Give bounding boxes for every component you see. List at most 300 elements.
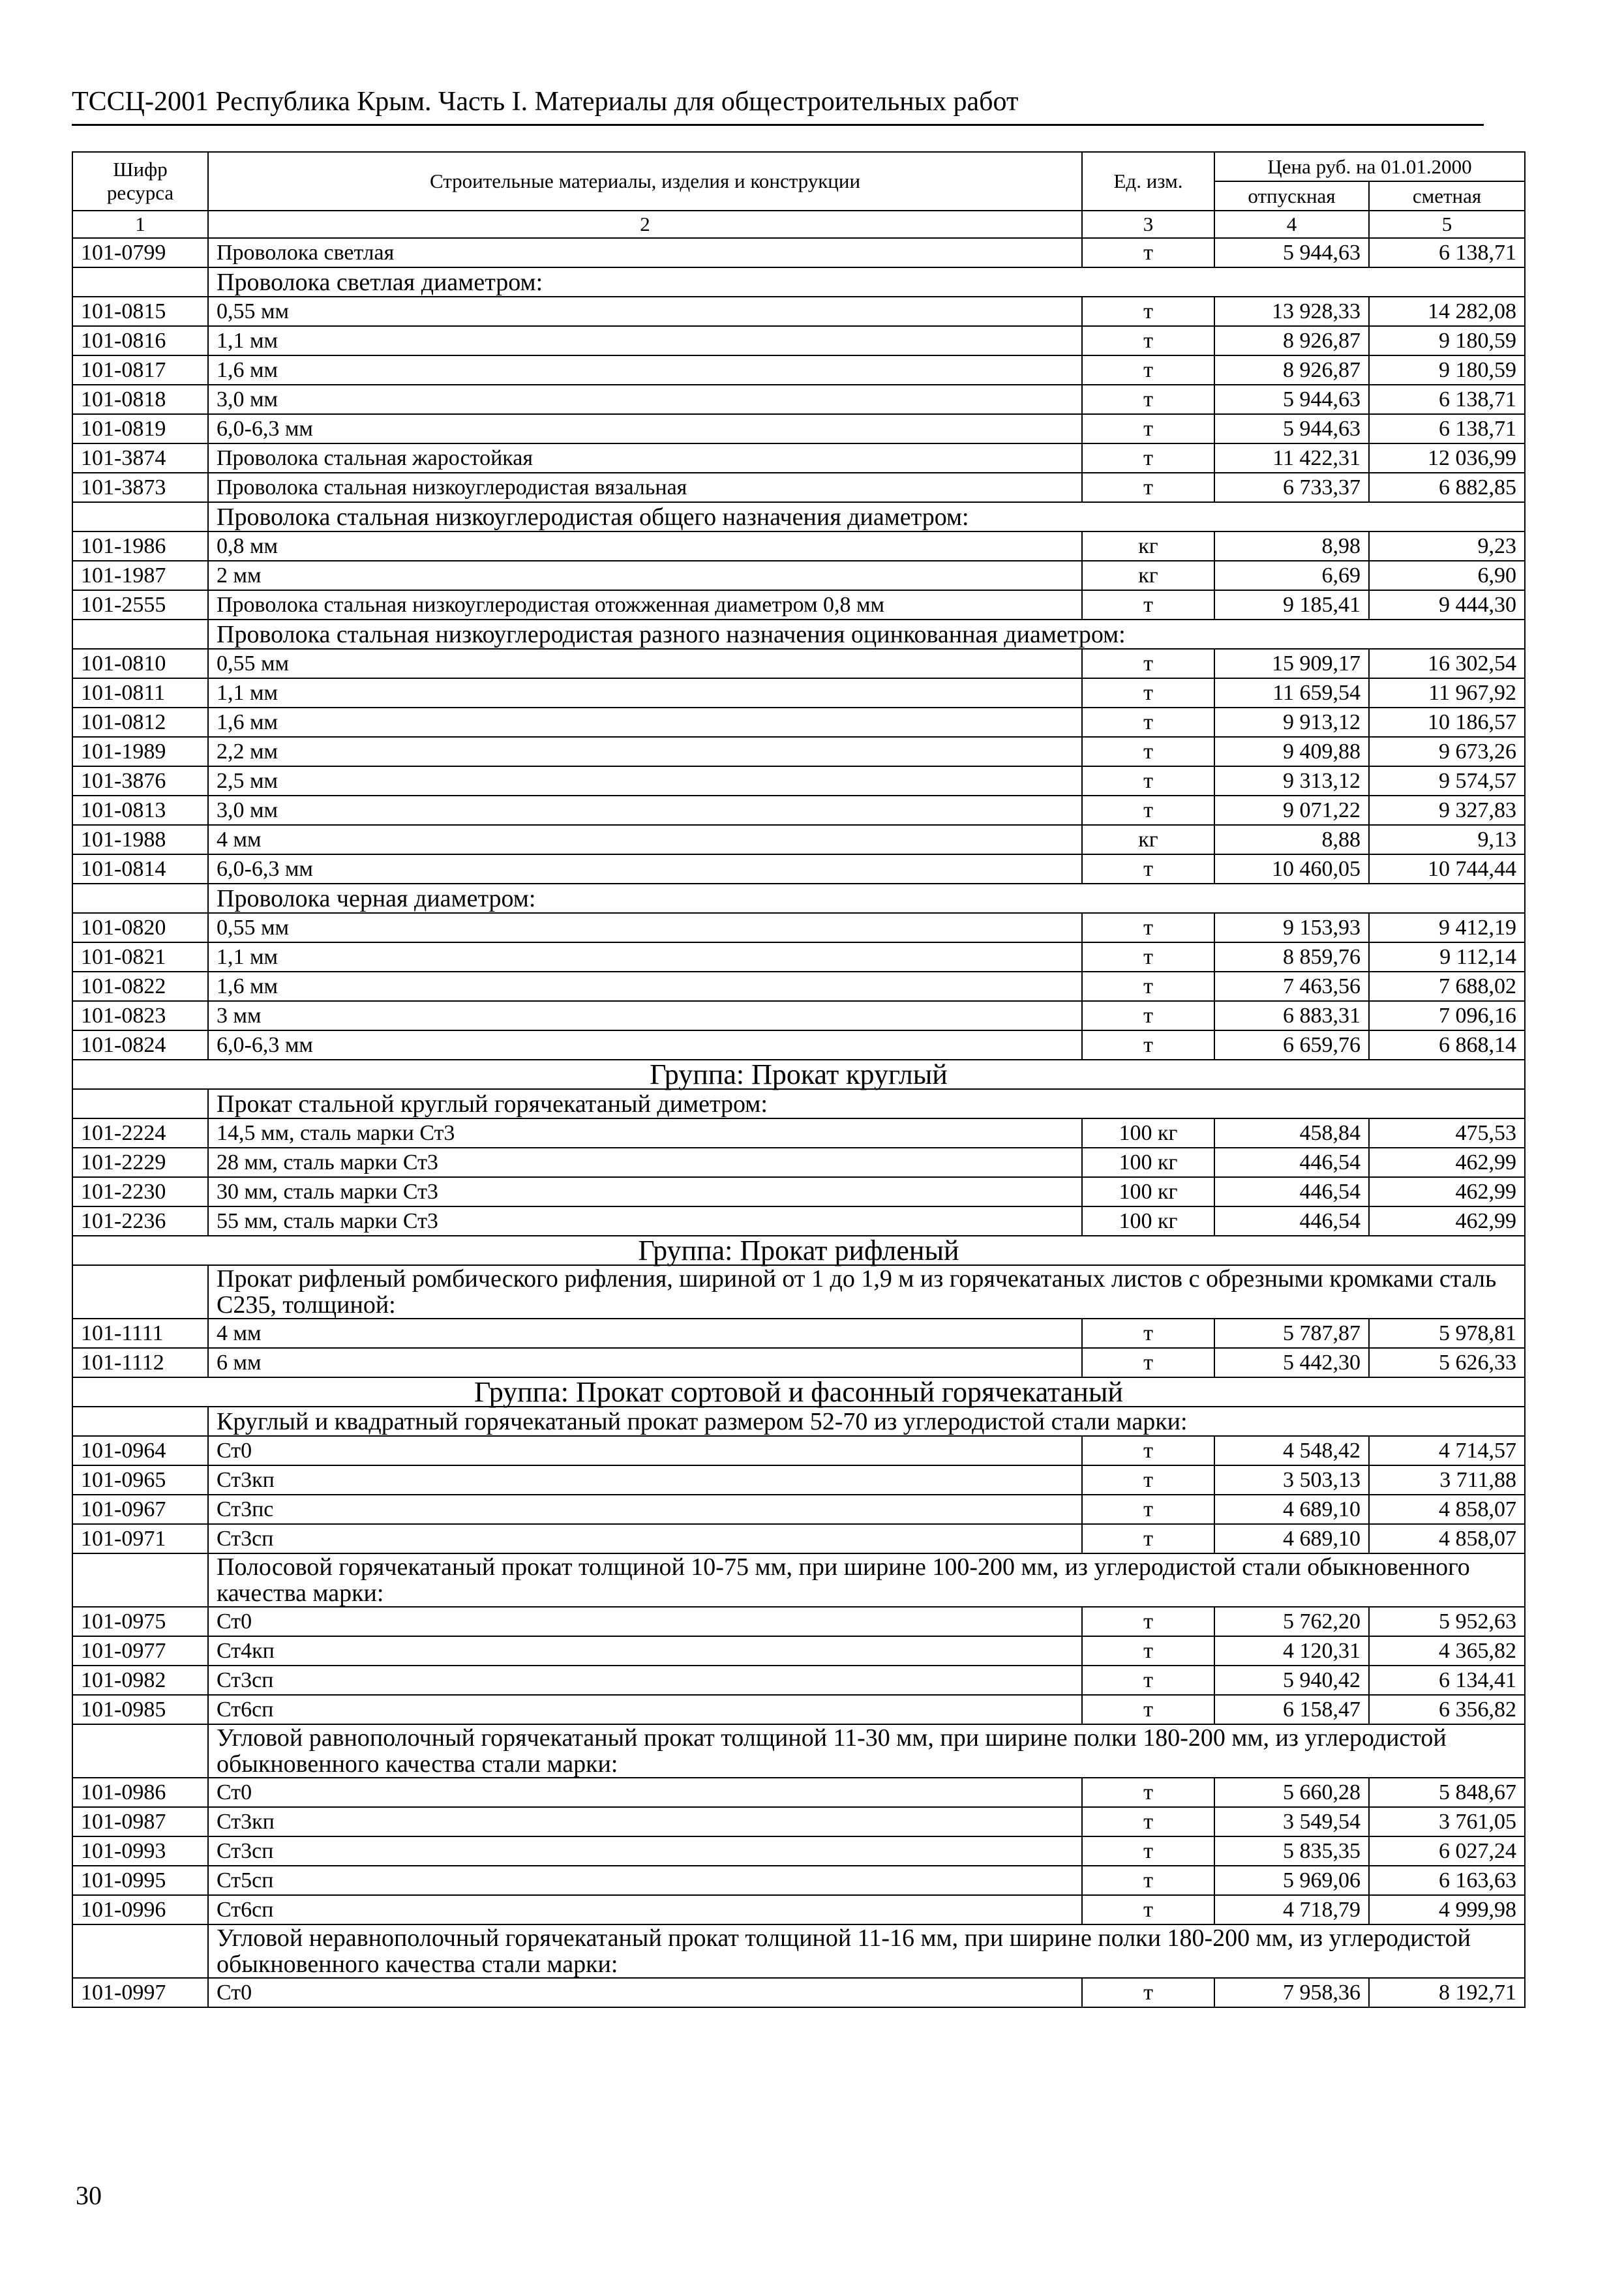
estimate-price: 5 848,67 xyxy=(1369,1778,1525,1807)
table-row xyxy=(72,942,1525,972)
unit: т xyxy=(1082,1895,1214,1924)
resource-code: 101-0822 xyxy=(72,972,208,1001)
section-row xyxy=(72,884,1525,913)
material-name: 4 мм xyxy=(208,1319,1082,1348)
estimate-price: 9 180,59 xyxy=(1369,326,1525,355)
section-code-cell xyxy=(72,1089,208,1118)
estimate-price: 8 192,71 xyxy=(1369,1978,1525,2007)
estimate-price: 6 027,24 xyxy=(1369,1836,1525,1866)
table-row xyxy=(72,1607,1525,1636)
table-row xyxy=(72,443,1525,473)
estimate-price: 7 688,02 xyxy=(1369,972,1525,1001)
release-price: 8 926,87 xyxy=(1214,355,1369,385)
material-name: 2,5 мм xyxy=(208,766,1082,796)
estimate-price: 5 952,63 xyxy=(1369,1607,1525,1636)
resource-code: 101-0965 xyxy=(72,1465,208,1495)
resource-code: 101-0799 xyxy=(72,238,208,267)
table-row xyxy=(72,1695,1525,1724)
unit: т xyxy=(1082,854,1214,884)
table-row xyxy=(72,1636,1525,1666)
section-code-cell xyxy=(72,267,208,297)
table-row xyxy=(72,1148,1525,1177)
unit: кг xyxy=(1082,561,1214,590)
material-name: 1,1 мм xyxy=(208,678,1082,708)
unit: т xyxy=(1082,1866,1214,1895)
col-number-2: 2 xyxy=(208,211,1082,238)
table-row xyxy=(72,1866,1525,1895)
section-code-cell xyxy=(72,1265,208,1319)
estimate-price: 6 868,14 xyxy=(1369,1030,1525,1060)
material-name: Ст0 xyxy=(208,1436,1082,1465)
resource-code: 101-0993 xyxy=(72,1836,208,1866)
unit: т xyxy=(1082,1695,1214,1724)
table-row xyxy=(72,1206,1525,1236)
release-price: 6 659,76 xyxy=(1214,1030,1369,1060)
table-row xyxy=(72,1177,1525,1206)
material-name: 1,1 мм xyxy=(208,942,1082,972)
material-name: 0,55 мм xyxy=(208,649,1082,678)
estimate-price: 3 711,88 xyxy=(1369,1465,1525,1495)
unit: т xyxy=(1082,1495,1214,1524)
estimate-price: 10 744,44 xyxy=(1369,854,1525,884)
table-row xyxy=(72,678,1525,708)
material-name: Ст5сп xyxy=(208,1866,1082,1895)
material-name: Проволока стальная жаростойкая xyxy=(208,443,1082,473)
estimate-price: 475,53 xyxy=(1369,1118,1525,1148)
material-name: 1,6 мм xyxy=(208,355,1082,385)
estimate-price: 10 186,57 xyxy=(1369,708,1525,737)
table-row xyxy=(72,355,1525,385)
section-row xyxy=(72,1553,1525,1607)
unit: т xyxy=(1082,443,1214,473)
table-row xyxy=(72,649,1525,678)
release-price: 458,84 xyxy=(1214,1118,1369,1148)
section-row xyxy=(72,1724,1525,1778)
unit: 100 кг xyxy=(1082,1148,1214,1177)
release-price: 5 944,63 xyxy=(1214,238,1369,267)
release-price: 11 422,31 xyxy=(1214,443,1369,473)
estimate-price: 3 761,05 xyxy=(1369,1807,1525,1836)
material-name: Ст3сп xyxy=(208,1524,1082,1553)
col-header-unit: Ед. изм. xyxy=(1082,152,1214,211)
release-price: 8 859,76 xyxy=(1214,942,1369,972)
table-row xyxy=(72,326,1525,355)
release-price: 9 185,41 xyxy=(1214,590,1369,620)
section-code-cell xyxy=(72,502,208,531)
release-price: 8,88 xyxy=(1214,825,1369,854)
resource-code: 101-0818 xyxy=(72,385,208,414)
release-price: 6 733,37 xyxy=(1214,473,1369,502)
release-price: 7 958,36 xyxy=(1214,1978,1369,2007)
release-price: 4 718,79 xyxy=(1214,1895,1369,1924)
material-name: 4 мм xyxy=(208,825,1082,854)
material-name: 2 мм xyxy=(208,561,1082,590)
resource-code: 101-1111 xyxy=(72,1319,208,1348)
resource-code: 101-3876 xyxy=(72,766,208,796)
resource-code: 101-0986 xyxy=(72,1778,208,1807)
resource-code: 101-1989 xyxy=(72,737,208,766)
material-name: 6,0-6,3 мм xyxy=(208,854,1082,884)
release-price: 4 548,42 xyxy=(1214,1436,1369,1465)
table-row xyxy=(72,531,1525,561)
material-name: Ст3сп xyxy=(208,1836,1082,1866)
release-price: 5 762,20 xyxy=(1214,1607,1369,1636)
estimate-price: 4 999,98 xyxy=(1369,1895,1525,1924)
material-name: Ст6сп xyxy=(208,1695,1082,1724)
release-price: 15 909,17 xyxy=(1214,649,1369,678)
col-number-4: 4 xyxy=(1214,211,1369,238)
unit: т xyxy=(1082,1836,1214,1866)
estimate-price: 6 138,71 xyxy=(1369,385,1525,414)
resource-code: 101-0821 xyxy=(72,942,208,972)
release-price: 9 913,12 xyxy=(1214,708,1369,737)
resource-code: 101-0817 xyxy=(72,355,208,385)
table-row xyxy=(72,1001,1525,1030)
material-name: 2,2 мм xyxy=(208,737,1082,766)
unit: 100 кг xyxy=(1082,1118,1214,1148)
resource-code: 101-0997 xyxy=(72,1978,208,2007)
estimate-price: 9 327,83 xyxy=(1369,796,1525,825)
unit: т xyxy=(1082,1607,1214,1636)
material-name: 0,8 мм xyxy=(208,531,1082,561)
table-row xyxy=(72,1807,1525,1836)
table-row xyxy=(72,297,1525,326)
material-name: Ст0 xyxy=(208,1607,1082,1636)
table-row xyxy=(72,1836,1525,1866)
estimate-price: 7 096,16 xyxy=(1369,1001,1525,1030)
resource-code: 101-0985 xyxy=(72,1695,208,1724)
resource-code: 101-2555 xyxy=(72,590,208,620)
price-table xyxy=(72,151,1526,2008)
section-row xyxy=(72,620,1525,649)
estimate-price: 11 967,92 xyxy=(1369,678,1525,708)
unit: т xyxy=(1082,1524,1214,1553)
table-row xyxy=(72,1495,1525,1524)
resource-code: 101-1987 xyxy=(72,561,208,590)
release-price: 5 944,63 xyxy=(1214,385,1369,414)
release-price: 5 940,42 xyxy=(1214,1666,1369,1695)
section-row xyxy=(72,502,1525,531)
resource-code: 101-0816 xyxy=(72,326,208,355)
release-price: 8,98 xyxy=(1214,531,1369,561)
page-number: 30 xyxy=(76,2181,102,2210)
release-price: 6 158,47 xyxy=(1214,1695,1369,1724)
resource-code: 101-0815 xyxy=(72,297,208,326)
unit: т xyxy=(1082,1778,1214,1807)
table-row xyxy=(72,708,1525,737)
unit: кг xyxy=(1082,825,1214,854)
estimate-price: 9,13 xyxy=(1369,825,1525,854)
unit: т xyxy=(1082,1465,1214,1495)
col-header-name: Строительные материалы, изделия и конструкции xyxy=(208,152,1082,211)
material-name: Ст3кп xyxy=(208,1465,1082,1495)
resource-code: 101-0964 xyxy=(72,1436,208,1465)
table-header xyxy=(72,152,1525,238)
section-title: Проволока светлая диаметром: xyxy=(208,267,1525,297)
estimate-price: 4 714,57 xyxy=(1369,1436,1525,1465)
resource-code: 101-0819 xyxy=(72,414,208,443)
estimate-price: 9 673,26 xyxy=(1369,737,1525,766)
estimate-price: 6,90 xyxy=(1369,561,1525,590)
resource-code: 101-0977 xyxy=(72,1636,208,1666)
unit: т xyxy=(1082,238,1214,267)
release-price: 446,54 xyxy=(1214,1177,1369,1206)
material-name: Ст3сп xyxy=(208,1666,1082,1695)
estimate-price: 5 626,33 xyxy=(1369,1348,1525,1377)
unit: т xyxy=(1082,678,1214,708)
table-row xyxy=(72,414,1525,443)
group-title: Группа: Прокат сортовой и фасонный горячекатаный xyxy=(72,1377,1525,1407)
estimate-price: 9 180,59 xyxy=(1369,355,1525,385)
estimate-price: 6 134,41 xyxy=(1369,1666,1525,1695)
table-row xyxy=(72,561,1525,590)
resource-code: 101-0814 xyxy=(72,854,208,884)
estimate-price: 6 138,71 xyxy=(1369,238,1525,267)
unit: т xyxy=(1082,913,1214,942)
resource-code: 101-3874 xyxy=(72,443,208,473)
release-price: 6 883,31 xyxy=(1214,1001,1369,1030)
resource-code: 101-0820 xyxy=(72,913,208,942)
col-header-price: Цена руб. на 01.01.2000 xyxy=(1214,152,1525,181)
table-row xyxy=(72,1436,1525,1465)
material-name: Ст6сп xyxy=(208,1895,1082,1924)
estimate-price: 4 858,07 xyxy=(1369,1524,1525,1553)
unit: 100 кг xyxy=(1082,1206,1214,1236)
release-price: 9 409,88 xyxy=(1214,737,1369,766)
group-row xyxy=(72,1060,1525,1089)
estimate-price: 6 356,82 xyxy=(1369,1695,1525,1724)
material-name: 1,6 мм xyxy=(208,972,1082,1001)
estimate-price: 9,23 xyxy=(1369,531,1525,561)
unit: т xyxy=(1082,796,1214,825)
unit: т xyxy=(1082,1348,1214,1377)
section-title: Угловой равнополочный горячекатаный прокат толщиной 11-30 мм, при ширине полки 180-200 мм, из углеродистой обыкновенного качества стали марки: xyxy=(208,1724,1525,1778)
table-row xyxy=(72,913,1525,942)
table-row xyxy=(72,590,1525,620)
material-name: Ст4кп xyxy=(208,1636,1082,1666)
release-price: 446,54 xyxy=(1214,1148,1369,1177)
release-price: 8 926,87 xyxy=(1214,326,1369,355)
release-price: 5 660,28 xyxy=(1214,1778,1369,1807)
estimate-price: 12 036,99 xyxy=(1369,443,1525,473)
resource-code: 101-0810 xyxy=(72,649,208,678)
material-name: Проволока светлая xyxy=(208,238,1082,267)
material-name: 1,1 мм xyxy=(208,326,1082,355)
release-price: 5 969,06 xyxy=(1214,1866,1369,1895)
resource-code: 101-1112 xyxy=(72,1348,208,1377)
unit: т xyxy=(1082,414,1214,443)
release-price: 4 120,31 xyxy=(1214,1636,1369,1666)
resource-code: 101-0987 xyxy=(72,1807,208,1836)
unit: т xyxy=(1082,942,1214,972)
section-title: Проволока стальная низкоуглеродистая общего назначения диаметром: xyxy=(208,502,1525,531)
table-row xyxy=(72,825,1525,854)
material-name: 14,5 мм, сталь марки Ст3 xyxy=(208,1118,1082,1148)
resource-code: 101-2229 xyxy=(72,1148,208,1177)
estimate-price: 462,99 xyxy=(1369,1206,1525,1236)
table-row xyxy=(72,766,1525,796)
unit: т xyxy=(1082,590,1214,620)
unit: т xyxy=(1082,649,1214,678)
section-title: Угловой неравнополочный горячекатаный прокат толщиной 11-16 мм, при ширине полки 180-200 мм, из углеродистой обыкновенного качества стали марки: xyxy=(208,1924,1525,1978)
release-price: 7 463,56 xyxy=(1214,972,1369,1001)
table-row xyxy=(72,737,1525,766)
unit: т xyxy=(1082,1807,1214,1836)
estimate-price: 5 978,81 xyxy=(1369,1319,1525,1348)
resource-code: 101-2236 xyxy=(72,1206,208,1236)
unit: т xyxy=(1082,297,1214,326)
col-number-3: 3 xyxy=(1082,211,1214,238)
release-price: 10 460,05 xyxy=(1214,854,1369,884)
table-row xyxy=(72,1978,1525,2007)
estimate-price: 6 138,71 xyxy=(1369,414,1525,443)
estimate-price: 9 444,30 xyxy=(1369,590,1525,620)
unit: т xyxy=(1082,355,1214,385)
release-price: 9 313,12 xyxy=(1214,766,1369,796)
col-header-code: Шифр ресурса xyxy=(72,152,208,211)
section-row xyxy=(72,1089,1525,1118)
material-name: 6 мм xyxy=(208,1348,1082,1377)
release-price: 9 071,22 xyxy=(1214,796,1369,825)
col-number-5: 5 xyxy=(1369,211,1525,238)
table-body xyxy=(72,238,1525,2007)
resource-code: 101-0982 xyxy=(72,1666,208,1695)
resource-code: 101-1986 xyxy=(72,531,208,561)
page-header: ТССЦ-2001 Республика Крым. Часть I. Материалы для общестроительных работ xyxy=(72,83,1484,126)
release-price: 446,54 xyxy=(1214,1206,1369,1236)
resource-code: 101-0967 xyxy=(72,1495,208,1524)
table-row xyxy=(72,854,1525,884)
table-row xyxy=(72,385,1525,414)
section-code-cell xyxy=(72,1553,208,1607)
estimate-price: 16 302,54 xyxy=(1369,649,1525,678)
material-name: 6,0-6,3 мм xyxy=(208,1030,1082,1060)
section-row xyxy=(72,1265,1525,1319)
unit: т xyxy=(1082,737,1214,766)
section-code-cell xyxy=(72,620,208,649)
resource-code: 101-0975 xyxy=(72,1607,208,1636)
material-name: Ст3пс xyxy=(208,1495,1082,1524)
unit: т xyxy=(1082,1319,1214,1348)
estimate-price: 14 282,08 xyxy=(1369,297,1525,326)
table-row xyxy=(72,238,1525,267)
estimate-price: 462,99 xyxy=(1369,1177,1525,1206)
unit: кг xyxy=(1082,531,1214,561)
material-name: 3,0 мм xyxy=(208,796,1082,825)
table-row xyxy=(72,796,1525,825)
release-price: 5 442,30 xyxy=(1214,1348,1369,1377)
resource-code: 101-0824 xyxy=(72,1030,208,1060)
table-row xyxy=(72,1465,1525,1495)
table-row xyxy=(72,1118,1525,1148)
unit: т xyxy=(1082,1001,1214,1030)
col-header-release: отпускная xyxy=(1214,181,1369,211)
material-name: Ст0 xyxy=(208,1778,1082,1807)
unit: т xyxy=(1082,972,1214,1001)
section-code-cell xyxy=(72,1724,208,1778)
resource-code: 101-2224 xyxy=(72,1118,208,1148)
section-title: Прокат стальной круглый горячекатаный диметром: xyxy=(208,1089,1525,1118)
estimate-price: 9 574,57 xyxy=(1369,766,1525,796)
section-title: Круглый и квадратный горячекатаный прокат размером 52-70 из углеродистой стали марки: xyxy=(208,1407,1525,1436)
release-price: 4 689,10 xyxy=(1214,1524,1369,1553)
estimate-price: 9 112,14 xyxy=(1369,942,1525,972)
resource-code: 101-0813 xyxy=(72,796,208,825)
section-code-cell xyxy=(72,1924,208,1978)
release-price: 5 944,63 xyxy=(1214,414,1369,443)
resource-code: 101-0812 xyxy=(72,708,208,737)
section-title: Прокат рифленый ромбического рифления, шириной от 1 до 1,9 м из горячекатаных листов с обрезными кромками сталь С235, толщиной: xyxy=(208,1265,1525,1319)
section-row xyxy=(72,1407,1525,1436)
resource-code: 101-0811 xyxy=(72,678,208,708)
material-name: 28 мм, сталь марки Ст3 xyxy=(208,1148,1082,1177)
resource-code: 101-0996 xyxy=(72,1895,208,1924)
unit: т xyxy=(1082,1030,1214,1060)
group-row xyxy=(72,1377,1525,1407)
material-name: Ст3кп xyxy=(208,1807,1082,1836)
section-title: Проволока черная диаметром: xyxy=(208,884,1525,913)
estimate-price: 6 163,63 xyxy=(1369,1866,1525,1895)
unit: т xyxy=(1082,1636,1214,1666)
col-header-estimate: сметная xyxy=(1369,181,1525,211)
unit: т xyxy=(1082,1436,1214,1465)
table-row xyxy=(72,473,1525,502)
unit: т xyxy=(1082,1666,1214,1695)
estimate-price: 4 858,07 xyxy=(1369,1495,1525,1524)
estimate-price: 9 412,19 xyxy=(1369,913,1525,942)
release-price: 4 689,10 xyxy=(1214,1495,1369,1524)
section-row xyxy=(72,1924,1525,1978)
material-name: 3 мм xyxy=(208,1001,1082,1030)
release-price: 11 659,54 xyxy=(1214,678,1369,708)
col-number-1: 1 xyxy=(72,211,208,238)
release-price: 3 549,54 xyxy=(1214,1807,1369,1836)
unit: 100 кг xyxy=(1082,1177,1214,1206)
table-row xyxy=(72,1778,1525,1807)
material-name: 1,6 мм xyxy=(208,708,1082,737)
release-price: 13 928,33 xyxy=(1214,297,1369,326)
release-price: 6,69 xyxy=(1214,561,1369,590)
section-code-cell xyxy=(72,1407,208,1436)
release-price: 5 787,87 xyxy=(1214,1319,1369,1348)
table-row xyxy=(72,972,1525,1001)
resource-code: 101-0995 xyxy=(72,1866,208,1895)
material-name: 3,0 мм xyxy=(208,385,1082,414)
table-row xyxy=(72,1895,1525,1924)
table-row xyxy=(72,1666,1525,1695)
group-title: Группа: Прокат рифленый xyxy=(72,1236,1525,1265)
estimate-price: 4 365,82 xyxy=(1369,1636,1525,1666)
resource-code: 101-0971 xyxy=(72,1524,208,1553)
unit: т xyxy=(1082,708,1214,737)
table-row xyxy=(72,1030,1525,1060)
unit: т xyxy=(1082,1978,1214,2007)
material-name: 55 мм, сталь марки Ст3 xyxy=(208,1206,1082,1236)
section-title: Проволока стальная низкоуглеродистая разного назначения оцинкованная диаметром: xyxy=(208,620,1525,649)
release-price: 9 153,93 xyxy=(1214,913,1369,942)
resource-code: 101-3873 xyxy=(72,473,208,502)
table-row xyxy=(72,1524,1525,1553)
release-price: 5 835,35 xyxy=(1214,1836,1369,1866)
unit: т xyxy=(1082,473,1214,502)
material-name: 0,55 мм xyxy=(208,297,1082,326)
material-name: Проволока стальная низкоуглеродистая вязальная xyxy=(208,473,1082,502)
material-name: 0,55 мм xyxy=(208,913,1082,942)
resource-code: 101-2230 xyxy=(72,1177,208,1206)
resource-code: 101-0823 xyxy=(72,1001,208,1030)
material-name: Проволока стальная низкоуглеродистая отожженная диаметром 0,8 мм xyxy=(208,590,1082,620)
release-price: 3 503,13 xyxy=(1214,1465,1369,1495)
